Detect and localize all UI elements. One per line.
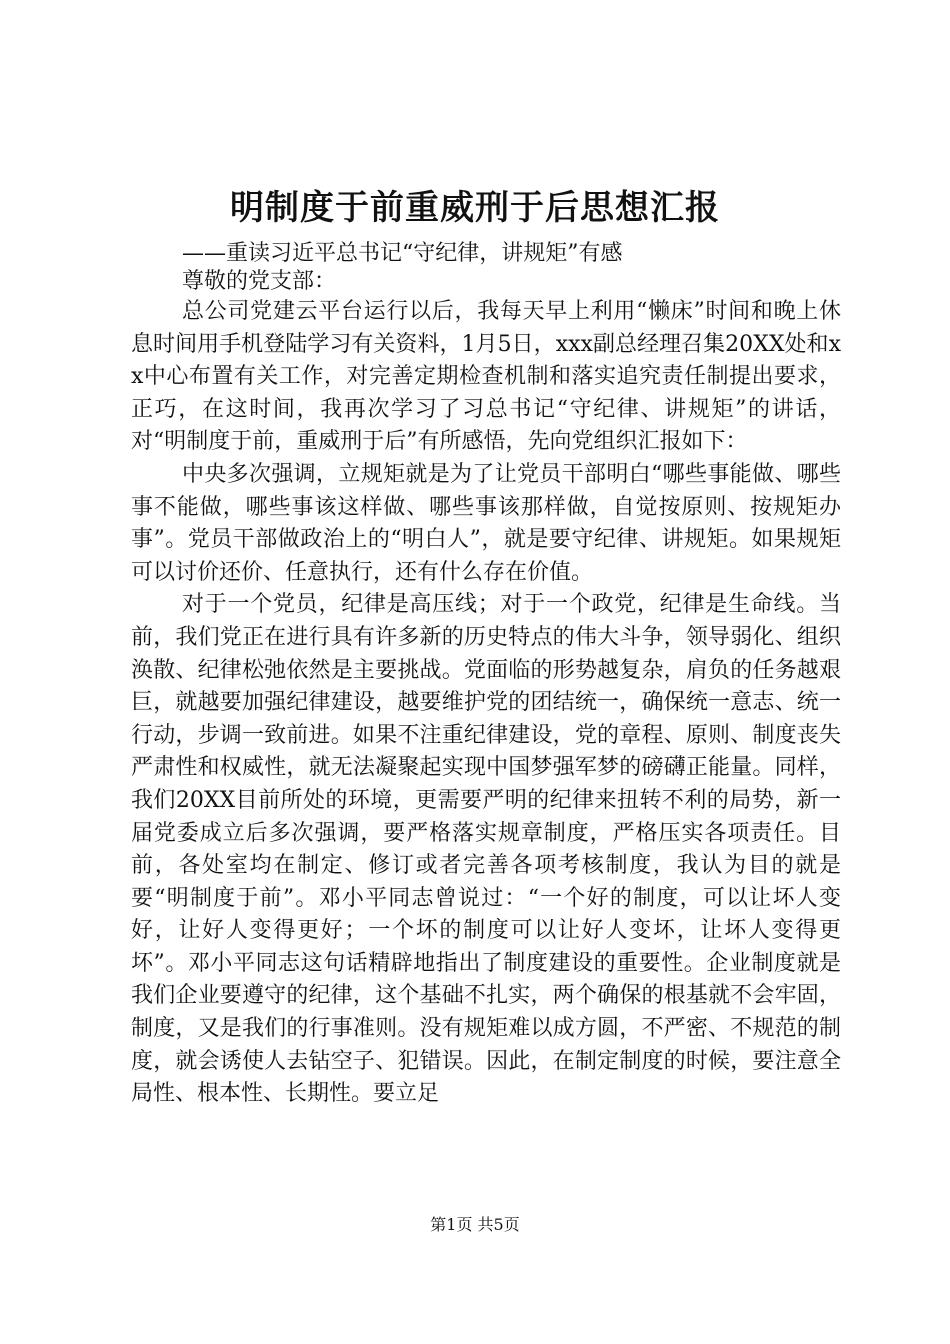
body-paragraph: 对于一个党员，纪律是高压线；对于一个政党，纪律是生命线。当前，我们党正在进行具有许多新的历史特点的伟大斗争，领导弱化、组织涣散、纪律松弛依然是主要挑战。党面临的形势越复杂，肩负的任务越艰巨，就越要加强纪律建设，越要维护党的团结统一，确保统一意志、统一行动，步调一致前进。如果不注重纪律建设，党的章程、原则、制度丧失严肃性和权威性，就无法凝聚起实现中国梦强军梦的磅礴正能量。同样，我们20XX目前所处的环境，更需要严明的纪律来扭转不利的局势，新一届党委成立后多次强调，要严格落实规章制度，严格压实各项责任。目前，各处室均在制定、修订或者完善各项考核制度，我认为目的就是要“明制度于前”。邓小平同志曾说过：“一个好的制度，可以让坏人变好，让好人变得更好；一个坏的制度可以让好人变坏，让坏人变得更坏”。邓小平同志这句话精辟地指出了制度建设的重要性。企业制度就是我们企业要遵守的纪律，这个基础不扎实，两个确保的根基就不会牢固，制度，又是我们的行事准则。没有规矩难以成方圆，不严密、不规范的制度，就会诱使人去钻空子、犯错误。因此，在制定制度的时候，要注意全局性、根本性、长期性。要立足 — [131, 592, 841, 1107]
document-subtitle: ——重读习近平总书记“守纪律，讲规矩”有感 — [182, 241, 623, 266]
document-body — [131, 296, 841, 1111]
page-number-footer: 第1页 共5页 — [430, 1215, 520, 1234]
body-paragraph: 总公司党建云平台运行以后，我每天早上利用“懒床”时间和晚上休息时间用手机登陆学习有关资料，1月5日，xxx副总经理召集20XX处和xx中心布置有关工作，对完善定期检查机制和落实追究责任制提出要求，正巧，在这时间，我再次学习了习总书记“守纪律、讲规矩”的讲话，对“明制度于前，重威刑于后”有所感悟，先向党组织汇报如下： — [131, 299, 841, 455]
body-paragraph: 中央多次强调，立规矩就是为了让党员干部明白“哪些事能做、哪些事不能做，哪些事该这样做、哪些事该那样做，自觉按原则、按规矩办事”。党员干部做政治上的“明白人”，就是要守纪律、讲规矩。如果规矩可以讨价还价、任意执行，还有什么存在价值。 — [131, 461, 841, 585]
salutation: 尊敬的党支部： — [182, 269, 337, 294]
document-title: 明制度于前重威刑于后思想汇报 — [230, 188, 720, 228]
